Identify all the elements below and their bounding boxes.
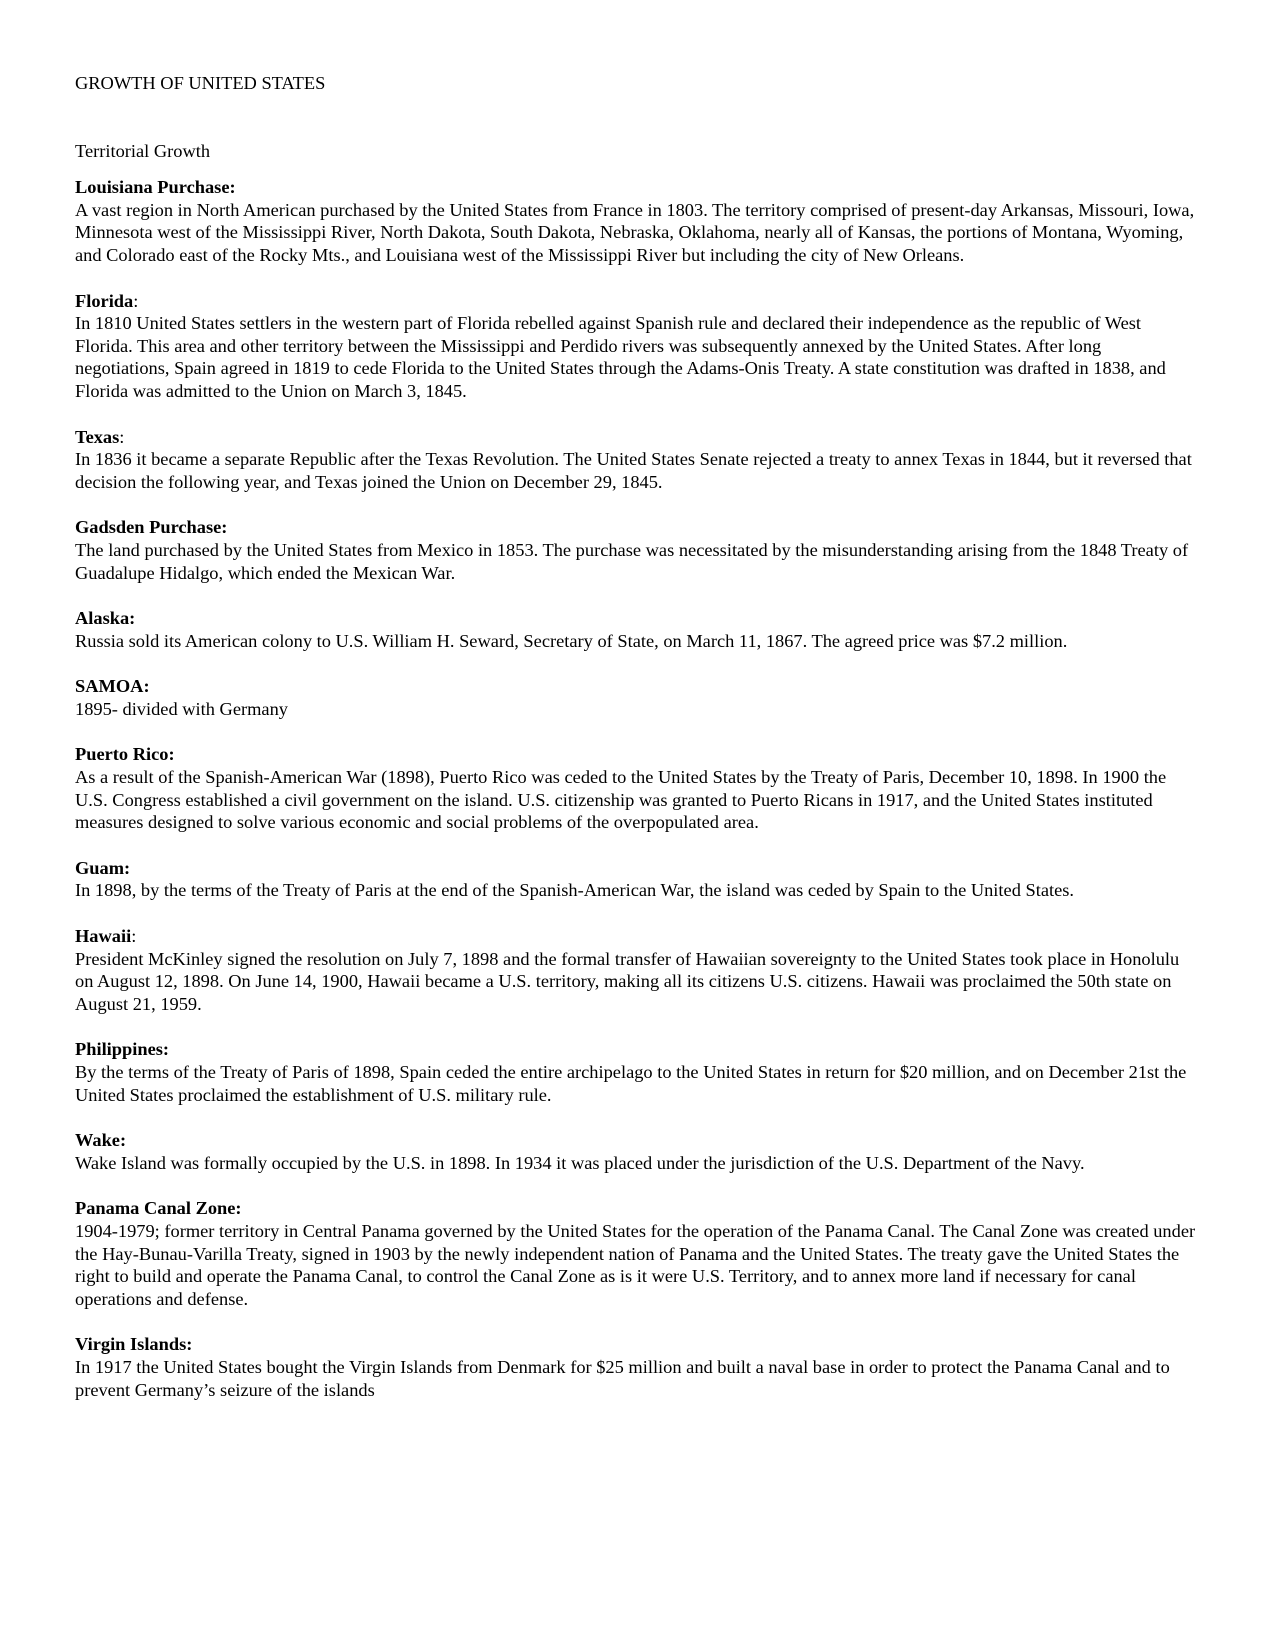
document-page	[75, 72, 1200, 1424]
entry-heading	[75, 516, 1200, 539]
entry-body: In 1836 it became a separate Republic after the Texas Revolution. The United States Senate rejected a treaty to annex Texas in 1844, but it reversed that decision the following year, and Texas joined the Union on December 29, 1845.	[75, 449, 1192, 492]
entry-heading	[75, 1333, 1200, 1356]
section-title: Territorial Growth	[75, 140, 211, 161]
entry-heading	[75, 857, 1200, 880]
entry-suffix: :	[131, 926, 137, 947]
territory-entry-puerto-rico	[75, 743, 1200, 833]
entry-name: Virgin Islands:	[75, 1334, 193, 1355]
entry-heading	[75, 1197, 1200, 1220]
entry-name: Hawaii	[75, 926, 132, 947]
entry-heading	[75, 1038, 1200, 1061]
entry-body: Wake Island was formally occupied by the U.S. in 1898. In 1934 it was placed under the jurisdiction of the U.S. Department of the Navy.	[75, 1152, 1085, 1173]
entry-heading	[75, 675, 1200, 698]
entry-name: Alaska:	[75, 608, 136, 629]
entry-heading	[75, 1129, 1200, 1152]
entry-body: In 1898, by the terms of the Treaty of Paris at the end of the Spanish-American War, the island was ceded by Spain to the United States.	[75, 880, 1075, 901]
territory-entry-wake	[75, 1129, 1200, 1174]
territory-entry-samoa	[75, 675, 1200, 720]
entry-body: By the terms of the Treaty of Paris of 1898, Spain ceded the entire archipelago to the United States in return for $20 million, and on December 21st the United States proclaimed the establishment of U.S. military rule.	[75, 1062, 1187, 1105]
entry-body: Russia sold its American colony to U.S. William H. Seward, Secretary of State, on March 11, 1867. The agreed price was $7.2 million.	[75, 630, 1068, 651]
entry-suffix: :	[119, 426, 125, 447]
entry-body: 1904-1979; former territory in Central Panama governed by the United States for the operation of the Panama Canal. The Canal Zone was created under the Hay-Bunau-Varilla Treaty, signed in 1903 by the newly independent nation of Panama and the United States. The treaty gave the United States the right to build and operate the Panama Canal, to control the Canal Zone as is it were U.S. Territory, and to annex more land if necessary for canal operations and defense.	[75, 1220, 1196, 1309]
entry-body: In 1917 the United States bought the Virgin Islands from Denmark for $25 million and built a naval base in order to protect the Panama Canal and to prevent Germany’s seizure of the islands	[75, 1356, 1170, 1400]
entry-body: As a result of the Spanish-American War (1898), Puerto Rico was ceded to the United States by the Treaty of Paris, December 10, 1898. In 1900 the U.S. Congress established a civil government on the island. U.S. citizenship was granted to Puerto Ricans in 1917, and the United States instituted measures designed to solve various economic and social problems of the overpopulated area.	[75, 767, 1167, 833]
entry-heading	[75, 925, 1200, 948]
entry-name: SAMOA:	[75, 676, 150, 697]
territory-entry-panama-canal-zone	[75, 1197, 1200, 1310]
territory-entry-alaska	[75, 607, 1200, 652]
document-title: GROWTH OF UNITED STATES	[75, 73, 326, 93]
territory-entry-hawaii	[75, 925, 1200, 1015]
entry-name: Puerto Rico:	[75, 744, 175, 765]
entry-name: Gadsden Purchase:	[75, 517, 228, 538]
entry-heading	[75, 743, 1200, 766]
entry-heading	[75, 607, 1200, 630]
entry-body: 1895- divided with Germany	[75, 698, 288, 719]
territory-entry-virgin-islands	[75, 1333, 1200, 1401]
entry-name: Guam:	[75, 857, 131, 878]
entry-name: Louisiana Purchase:	[75, 177, 236, 198]
entry-body: In 1810 United States settlers in the western part of Florida rebelled against Spanish rule and declared their independence as the republic of West Florida. This area and other territory between the Mississippi and Perdido rivers was subsequently annexed by the United States. After long negotiations, Spain agreed in 1819 to cede Florida to the United States through the Adams-Onis Treaty. A state constitution was drafted in 1838, and Florida was admitted to the Union on March 3, 1845.	[75, 313, 1166, 401]
entry-name: Panama Canal Zone:	[75, 1198, 242, 1219]
entry-heading	[75, 426, 1200, 449]
entry-body: The land purchased by the United States from Mexico in 1853. The purchase was necessitated by the misunderstanding arising from the 1848 Treaty of Guadalupe Hidalgo, which ended the Mexican War.	[75, 539, 1189, 583]
territory-entry-florida	[75, 290, 1200, 403]
territory-list	[75, 176, 1200, 1401]
entry-name: Philippines:	[75, 1039, 170, 1060]
entry-name: Florida	[75, 290, 134, 311]
territory-entry-texas	[75, 426, 1200, 494]
entry-suffix: :	[133, 290, 139, 311]
entry-heading	[75, 290, 1200, 313]
territory-entry-gadsden-purchase	[75, 516, 1200, 584]
entry-body: President McKinley signed the resolution on July 7, 1898 and the formal transfer of Hawaiian sovereignty to the United States took place in Honolulu on August 12, 1898. On June 14, 1900, Hawaii became a U.S. territory, making all its citizens U.S. citizens. Hawaii was proclaimed the 50th state on August 21, 1959.	[75, 948, 1180, 1014]
entry-name: Texas	[75, 426, 120, 447]
territory-entry-guam	[75, 857, 1200, 902]
entry-heading	[75, 176, 1200, 199]
territory-entry-louisiana-purchase	[75, 176, 1200, 266]
entry-body: A vast region in North American purchased by the United States from France in 1803. The territory comprised of present-day Arkansas, Missouri, Iowa, Minnesota west of the Mississippi River, North Dakota, South Dakota, Nebraska, Oklahoma, nearly all of Kansas, the portions of Montana, Wyoming, and Colorado east of the Rocky Mts., and Louisiana west of the Mississippi River but including the city of New Orleans.	[75, 199, 1195, 265]
entry-name: Wake:	[75, 1130, 127, 1151]
territory-entry-philippines	[75, 1038, 1200, 1106]
